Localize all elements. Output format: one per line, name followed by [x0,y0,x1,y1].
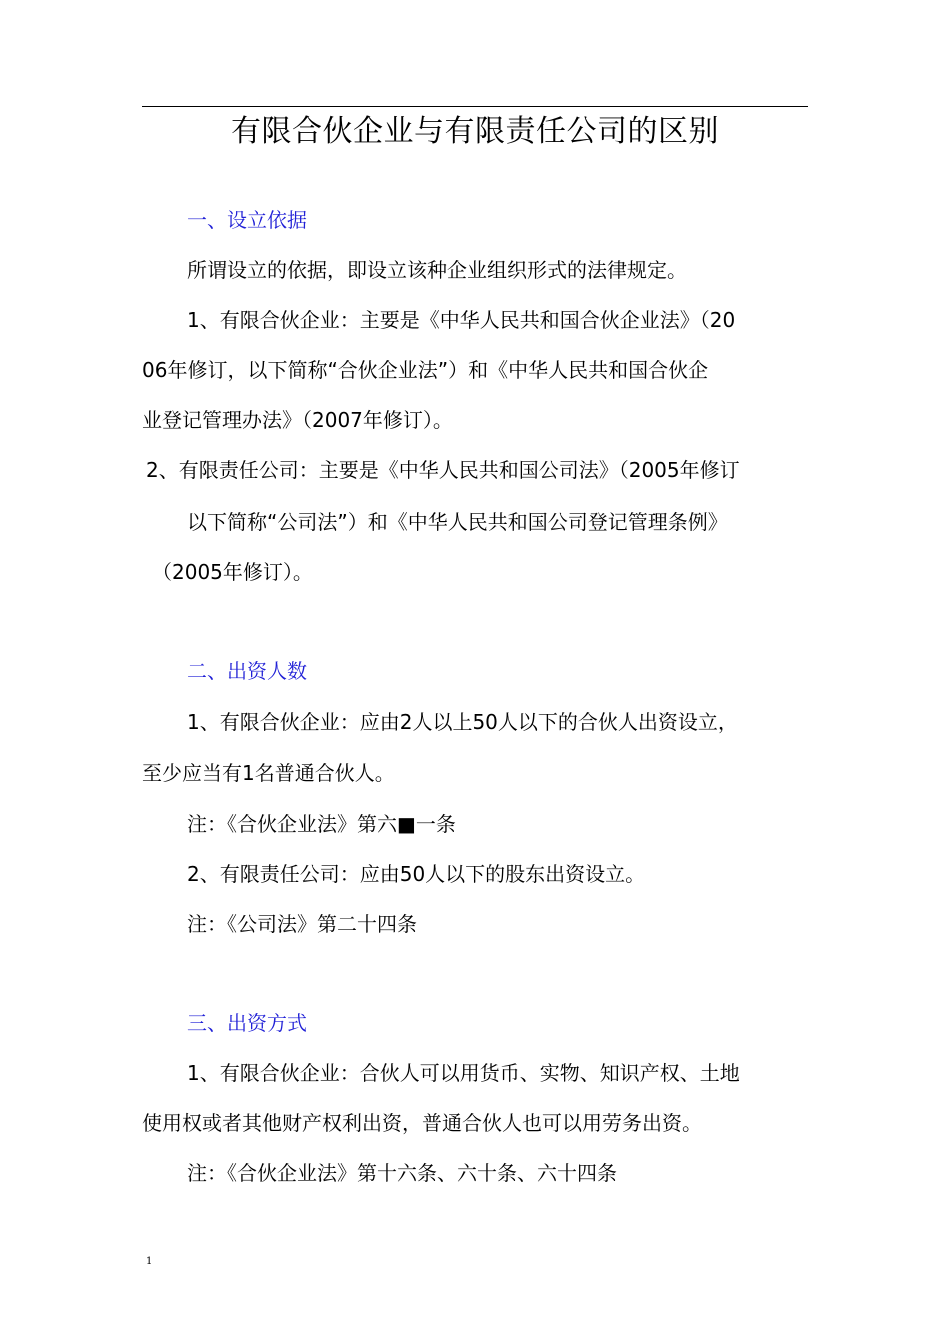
section3-heading: 三、出资方式 [187,1011,307,1035]
section3-item1-line2: 使用权或者其他财产权利出资，普通合伙人也可以用劳务出资。 [142,1111,702,1135]
section1-item2-line2: 以下简称“公司法”）和《中华人民共和国公司登记管理条例》 [187,510,728,534]
section1-item1-line3: 业登记管理办法》（2007年修订）。 [142,408,453,432]
section1-heading: 一、设立依据 [187,208,307,232]
section2-item1-line2: 至少应当有1名普通合伙人。 [142,761,395,785]
section2-item1-line1: 1、有限合伙企业：应由2人以上50人以下的合伙人出资设立， [187,710,738,734]
section1-intro: 所谓设立的依据，即设立该种企业组织形式的法律规定。 [187,258,687,282]
page-number: 1 [146,1256,153,1267]
section3-item1-line1: 1、有限合伙企业：合伙人可以用货币、实物、知识产权、土地 [187,1061,740,1085]
section2-note2: 注：《公司法》第二十四条 [187,912,417,936]
section2-heading: 二、出资人数 [187,659,307,683]
section1-item1-line1: 1、有限合伙企业：主要是《中华人民共和国合伙企业法》（20 [187,308,736,332]
section2-note1: 注：《合伙企业法》第六■一条 [187,812,456,836]
section1-item1-line2: 06年修订，以下简称“合伙企业法”）和《中华人民共和国合伙企 [142,358,709,382]
section1-item2-line1: 2、有限责任公司：主要是《中华人民共和国公司法》（2005年修订 [146,458,740,482]
document-title: 有限合伙企业与有限责任公司的区别 [231,114,719,149]
header-rule [142,106,808,107]
section1-item2-line3: （2005年修订）。 [152,560,313,584]
section3-note1: 注：《合伙企业法》第十六条、六十条、六十四条 [187,1161,617,1185]
section2-item2: 2、有限责任公司：应由50人以下的股东出资设立。 [187,862,646,886]
